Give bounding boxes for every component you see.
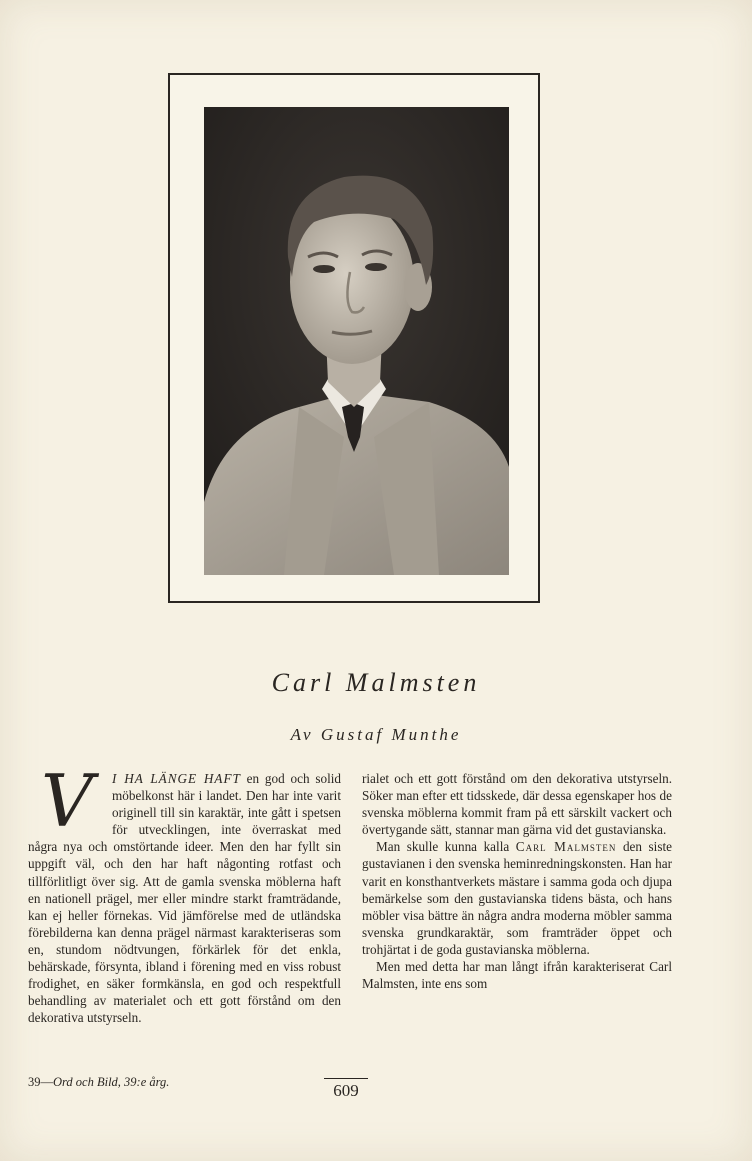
paragraph-3: Men med detta har man långt ifrån karakteriserat Carl Malmsten, inte ens som — [362, 959, 672, 992]
opening-paragraph — [28, 759, 341, 1026]
signature-number: 39— — [28, 1075, 53, 1089]
signature-line — [28, 1075, 169, 1090]
portrait-frame — [168, 73, 540, 603]
paragraph-2-start: Man skulle kunna kalla — [376, 839, 516, 855]
publication-name: Ord och Bild, 39:e årg. — [53, 1075, 170, 1089]
text-column-left — [28, 759, 341, 1026]
paragraph-2 — [362, 838, 672, 958]
article-title: Carl Malmsten — [271, 668, 481, 697]
dropcap: V — [41, 759, 93, 843]
paragraph-1: rialet och ett gott förstånd om den dekorativa utstyrseln. Söker man efter ett tidsskede, där dessa egenskaper hos de svenska möblerna kommit fram på ett särskilt vackert och övertygande sätt, stannar man gärna vid det gustavianska. — [362, 771, 672, 838]
paragraph-2-body: den siste gustavianen i den svenska heminredningskonsten. Han har varit en konsthantverkets mästare i samma goda och djupa bemärkelse som den gustavianska tidens bästa, och hans möbler visa bättre än några andra moderna möbler samma svenska grundkaraktär, som framträder öppet och trohjärtat i de goda gustavianska möblerna. — [362, 839, 672, 957]
text-column-right — [362, 770, 672, 992]
page-number: 609 — [324, 1078, 368, 1101]
article-byline: Av Gustaf Munthe — [290, 725, 462, 744]
name-smallcaps: Carl Malmsten — [515, 839, 617, 855]
opening-words: I HA LÄNGE HAFT — [112, 771, 241, 786]
opening-body: en god och solid möbelkonst här i landet. Den har inte varit originell till sin karaktär, inte gått i spetsen för utvecklingen, inte överraskat med några nya och omstörtande ideer. Men den har fyllt sin uppgift väl, och den har haft någonting rotfast och tillförlitligt över sig. Att de gamla svenska möblerna haft en nationell prägel, mer eller mindre starkt framträdande, kan ej heller förnekas. Vid jämförelse med de utländska förebilderna kan denna prägel närmast karakteriseras som en, stundom nödtvungen, förkärlek för det enkla, behärskade, försynta, ibland i förening med en viss robust frodighet, en säker formkänsla, en god och respektfull behandling av materialet och ett gott förstånd om den dekorativa utstyrseln. — [28, 771, 341, 1026]
portrait-photo — [204, 107, 509, 575]
